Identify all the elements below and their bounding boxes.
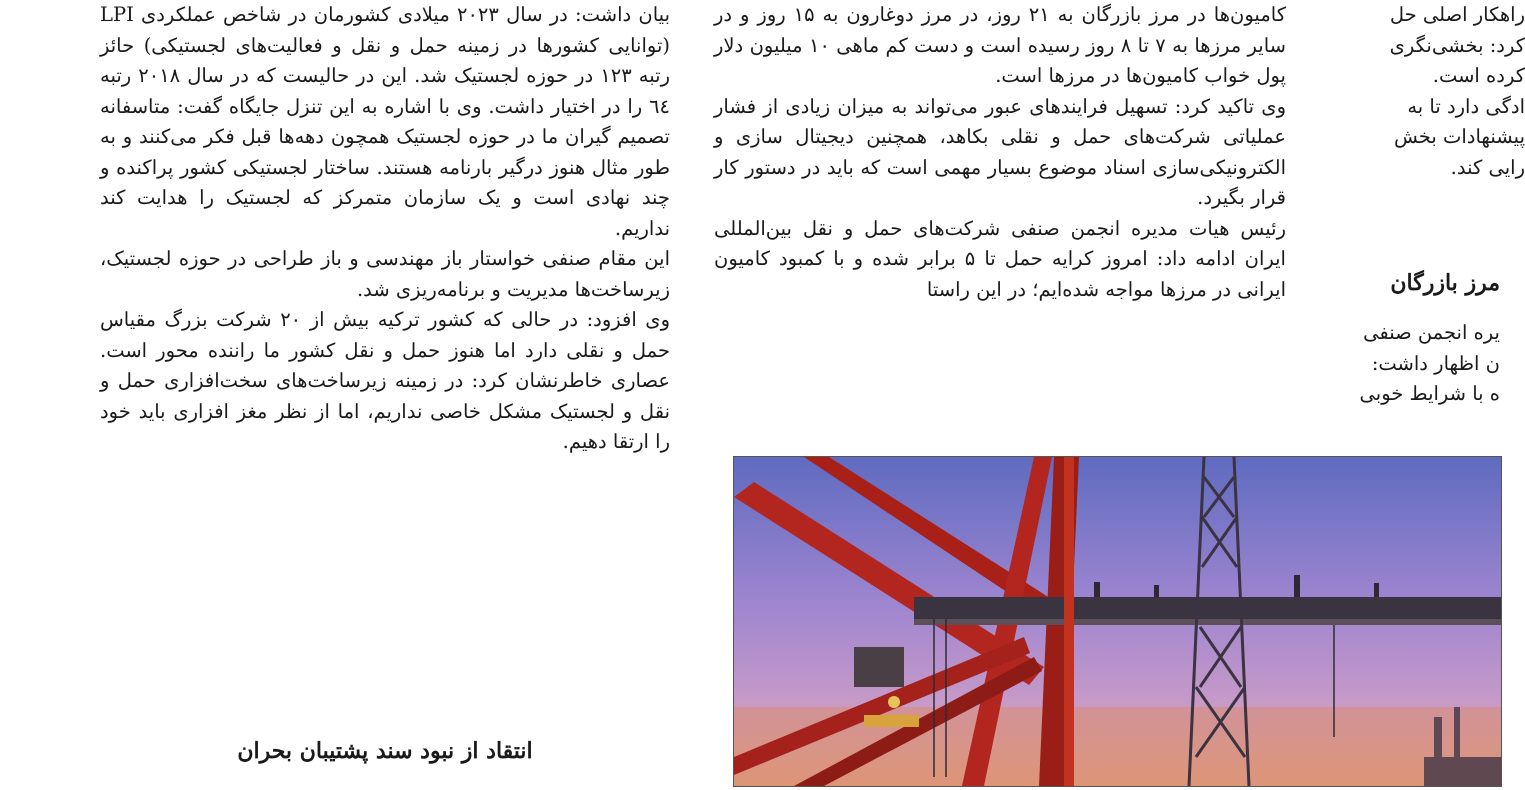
paragraph: کامیون‌ها در مرز بازرگان به ۲۱ روز، در مرز دوغارون به ۱۵ روز و در سایر مرزها به ۷ تا ۸ روز رسیده است و دست کم ماهی ۱۰ میلیون دلار پول خواب کامیون‌ها در مرزها است. (714, 3, 1286, 87)
article-column-right (1325, 0, 1525, 183)
paragraph: این مقام صنفی خواستار باز مهندسی و باز طراحی در حوزه لجستیک، زیرساخت‌ها مدیریت و برنامه‌ریزی شد. (100, 247, 670, 301)
article-column-right-lower (1325, 318, 1500, 410)
spreader (854, 647, 904, 687)
article-column-middle (714, 0, 1286, 305)
text-line: کرد: بخشی‌نگری (1389, 33, 1525, 57)
paragraph: وی افزود: در حالی که کشور ترکیه بیش از ۲۰ شرکت بزرگ مقیاس حمل و نقلی دارد اما هنوز حمل و نقل کشور ما راننده محور است. عصاری خاطرنشان کرد: در زمینه زیرساخت‌های سخت‌افزاری حمل و نقل و لجستیک مشکل خاصی نداریم، اما از نظر مغز افزاری باید خود را ارتقا دهیم. (100, 308, 670, 453)
paragraph: رئیس هیات مدیره انجمن صنفی شرکت‌های حمل و نقل بین‌المللی ایران ادامه داد: امروز کرایه حمل تا ۵ برابر شده و با کمبود کامیون ایرانی در مرزها مواجه شده‌ایم؛ در این راستا (714, 216, 1286, 301)
text-line: رایی کند. (1450, 155, 1525, 179)
gantry-bridge (914, 597, 1501, 619)
port-crane-photo (733, 456, 1502, 787)
text-line: کرده است. (1432, 64, 1525, 87)
paragraph: بیان داشت: در سال ۲۰۲۳ میلادی کشورمان در شاخص عملکردی LPI (توانایی کشورها در زمینه حمل و نقل و فعالیت‌های لجستیکی) حائز رتبه ۱۲۳ در حوزه لجستیک شد. این در حالیست که در سال ۲۰۱۸ رتبه ٦٤ را در اختیار داشت. وی با اشاره به این تنزل جایگاه گفت: متاسفانه تصمیم گیران ما در حوزه لجستیک همچون دهه‌ها قبل فکر می‌کنند و به طور مثال هنوز درگیر بارنامه هستند. ساختار لجستیکی کشور پراکنده و چند نهادی است و یک سازمان متمرکز که لجستیک را هدایت کند نداریم. (100, 3, 670, 240)
text-line: یره انجمن صنفی (1363, 321, 1500, 344)
text-line: راهکار اصلی حل (1389, 3, 1525, 26)
text-line: ه با شرایط خوبی (1359, 382, 1500, 405)
section-heading: انتقاد از نبود سند پشتیبان بحران (237, 738, 533, 764)
article-column-left (100, 0, 670, 458)
paragraph: وی تاکید کرد: تسهیل فرایندهای عبور می‌تواند به میزان زیادی از فشار عملیاتی شرکت‌های حمل و نقلی بکاهد، همچنین دیجیتال سازی و الکترونیکی‌سازی اسناد موضوع بسیار مهمی است که باید در دستور کار قرار بگیرد. (714, 94, 1286, 209)
section-heading: مرز بازرگان (1390, 270, 1500, 296)
text-line: ادگی دارد تا به (1407, 94, 1525, 118)
port-crane-illustration (734, 457, 1501, 786)
text-line: پیشنهادات بخش (1393, 125, 1525, 148)
text-line: ن اظهار داشت: (1371, 351, 1500, 375)
